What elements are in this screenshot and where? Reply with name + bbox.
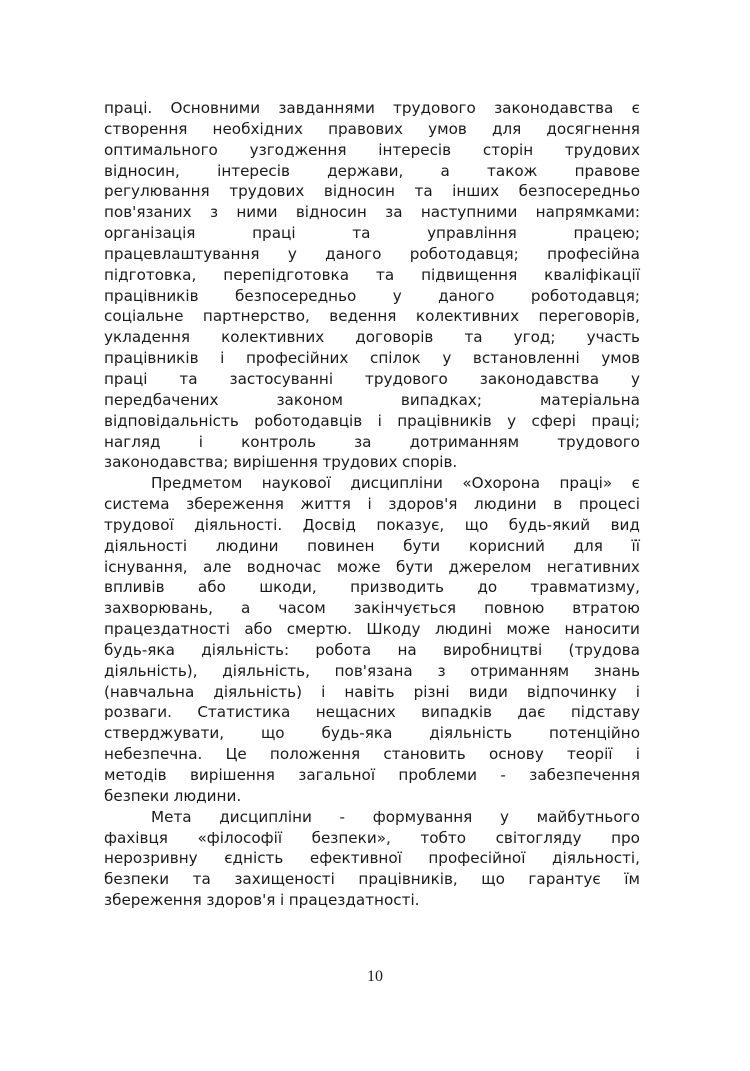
word: необхідних (212, 119, 303, 138)
word: правове (574, 161, 640, 180)
text-line (104, 723, 640, 744)
word: в (553, 495, 563, 514)
word: і (220, 349, 225, 368)
text-line (104, 557, 640, 578)
word: закінчується (353, 599, 457, 618)
word: та (352, 224, 371, 243)
word: будь-яка (104, 640, 175, 659)
word: людині (434, 620, 492, 639)
word: з (209, 203, 219, 222)
word: наступними (420, 203, 518, 222)
word: сторін (482, 140, 534, 159)
word: отриманням (470, 661, 570, 680)
word: у (500, 807, 509, 826)
word: життя (300, 495, 351, 514)
word: сфері (531, 411, 577, 430)
word: законом (276, 390, 343, 409)
word: людини (215, 536, 279, 555)
word: вирішення (232, 453, 318, 472)
word: узгодження (249, 140, 347, 159)
word: партнерство, (202, 307, 310, 326)
word: випадках; (400, 390, 483, 409)
word: та (414, 182, 433, 201)
word: трудового (557, 432, 640, 451)
word: держави, (327, 161, 404, 180)
word: майбутнього (536, 807, 640, 826)
text-line (104, 119, 640, 140)
word: або (244, 620, 273, 639)
word: положення (269, 745, 361, 764)
word: та (464, 328, 483, 347)
word: професійна (547, 244, 640, 263)
word: діяльність) (213, 682, 303, 701)
word: ведення (329, 307, 397, 326)
word: працівників (104, 286, 199, 305)
word: проблеми (398, 766, 478, 784)
word: тобто (420, 828, 467, 847)
word: безпеки (104, 870, 170, 889)
word: небезпечна. (104, 745, 203, 764)
word: Предметом (151, 474, 243, 493)
word: роботодавця; (530, 286, 640, 305)
word: даного (438, 286, 495, 305)
word: праці» (559, 474, 613, 493)
word: законодавства (479, 369, 600, 388)
word: будь-яка (321, 724, 393, 743)
word: відносин (295, 203, 367, 222)
word: відповідальність (104, 411, 239, 430)
word: діяльності (104, 536, 188, 555)
word: праці (104, 369, 148, 388)
word: шкоди, (259, 578, 317, 597)
text-line (104, 536, 640, 557)
word: працею; (573, 224, 640, 243)
word: безпеки», (311, 828, 391, 847)
word: травматизму, (530, 578, 640, 597)
word: бути (403, 536, 441, 555)
text-line (104, 807, 640, 828)
word: знань (593, 661, 640, 680)
word: професійної (428, 849, 526, 868)
word: водночас (246, 557, 322, 576)
word: повною (484, 599, 545, 618)
word: підставу (570, 703, 640, 722)
word: що (481, 870, 505, 889)
text-line (104, 411, 640, 432)
word: застосуванні (229, 369, 334, 388)
word: нещасних (315, 703, 396, 722)
text-line (104, 702, 640, 723)
word: смертю. (286, 620, 352, 639)
text-line (104, 265, 640, 286)
word: формування (372, 807, 473, 826)
word: збереження (104, 891, 202, 910)
word: роботодавця; (409, 244, 519, 263)
word: контроль (241, 432, 316, 451)
word: гарантує (528, 870, 601, 889)
word: у (507, 411, 517, 430)
word: про (611, 828, 640, 847)
word: трудових (229, 182, 305, 201)
word: працівників, (358, 870, 458, 889)
word: професійних (245, 349, 349, 368)
word: захищеності (234, 870, 335, 889)
word: є (631, 474, 640, 493)
word: досягнення (546, 119, 640, 138)
word: діяльність (429, 724, 513, 743)
word: бути (396, 557, 434, 576)
text-line (104, 744, 640, 765)
word: підвищення (421, 265, 518, 284)
text-line (104, 348, 640, 369)
word: її (631, 536, 640, 555)
text-line (104, 828, 640, 849)
word: навіть (344, 682, 395, 701)
text-line (104, 577, 640, 598)
text-line (104, 765, 640, 786)
text-line (104, 848, 640, 869)
word: дисципліни (350, 474, 443, 493)
text-line (104, 369, 640, 390)
word: умов (601, 349, 640, 368)
word: часом (278, 599, 326, 618)
word: укладення (104, 328, 191, 347)
word: працездатності (104, 620, 230, 639)
word: збереження (186, 495, 284, 514)
word: законодавства (494, 99, 614, 117)
word: колективних (415, 307, 520, 326)
text-line (104, 390, 640, 411)
word: основу (488, 745, 544, 764)
word: спілок (370, 349, 421, 368)
word: угод; (513, 328, 556, 347)
word: у (442, 349, 452, 368)
word: вирішення (189, 766, 275, 784)
word: працівників (397, 411, 492, 430)
word: встановленні (472, 349, 580, 368)
word: переговорів, (538, 307, 640, 326)
text-line (104, 286, 640, 307)
word: оптимального (104, 140, 218, 159)
word: а (440, 161, 450, 180)
word: організація (104, 224, 196, 243)
word: процесі (578, 495, 640, 514)
word: повинен (307, 536, 375, 555)
word: регулювання (104, 182, 210, 201)
word: наносити (564, 620, 640, 639)
word: методів (104, 766, 167, 784)
word: за (385, 203, 403, 222)
text-line (104, 432, 640, 453)
text-line (104, 223, 640, 244)
word: втратою (572, 599, 640, 618)
word: законодавства; (104, 453, 229, 472)
text-line (104, 598, 640, 619)
word: та (192, 870, 211, 889)
word: будь-який (508, 515, 591, 534)
word: колективних (221, 328, 325, 347)
word: (трудова (568, 640, 640, 659)
word: трудової (104, 515, 174, 534)
word: матеріальна (539, 390, 640, 409)
word: дає (517, 703, 546, 722)
word: роботодавців (254, 411, 363, 430)
word: теорії (566, 745, 613, 764)
word: відпочинку (526, 682, 617, 701)
word: нагляд (104, 432, 161, 451)
word: і (279, 891, 285, 910)
word: фахівця (104, 828, 168, 847)
word: може (506, 620, 551, 639)
word: - (500, 766, 506, 784)
word: праці. (104, 99, 153, 117)
word: Це (225, 745, 247, 764)
word: у (287, 244, 297, 263)
word: праці; (591, 411, 640, 430)
word: діяльність, (222, 661, 310, 680)
word: потенційно (549, 724, 640, 743)
word: стверджувати, (104, 724, 225, 743)
word: підготовка, (104, 265, 197, 284)
word: трудового (393, 99, 476, 117)
word: даного (325, 244, 382, 263)
word: вид (610, 515, 640, 534)
word: захворювань, (104, 599, 214, 618)
text-line (104, 473, 640, 494)
word: загальної (298, 766, 376, 784)
word: і (635, 682, 640, 701)
word: безпосередньо (518, 182, 640, 201)
word: діяльності. (194, 515, 283, 534)
word: перепідготовка (223, 265, 350, 284)
text-line (104, 452, 640, 473)
word: корисний (468, 536, 545, 555)
word: та (375, 265, 395, 284)
word: передбачених (104, 390, 219, 409)
word: пов'язана (334, 661, 413, 680)
word: джерелом (448, 557, 532, 576)
word: кваліфікації (544, 265, 640, 284)
word: інших (452, 182, 500, 201)
word: відносин (323, 182, 395, 201)
word: що (464, 515, 489, 534)
word: безпеки (104, 786, 170, 805)
word: створення (104, 119, 188, 138)
word: призводить (350, 578, 444, 597)
text-line (104, 306, 640, 327)
text-line (104, 202, 640, 223)
word: може (336, 557, 381, 576)
word: виробництві (442, 640, 543, 659)
word: і (377, 411, 382, 430)
word: Статистика (197, 703, 291, 722)
word: Досвід (302, 515, 356, 534)
word: працездатності. (288, 891, 420, 910)
word: - (339, 807, 346, 826)
word: нерозривну (104, 849, 198, 868)
word: світогляду (495, 828, 582, 847)
word: безпосередньо (234, 286, 357, 305)
text-line (104, 181, 640, 202)
word: і (635, 745, 640, 764)
word: трудових (322, 453, 398, 472)
text-line (104, 640, 640, 661)
word: що (261, 724, 285, 743)
word: спорів. (402, 453, 458, 472)
text-line (104, 327, 640, 348)
word: (навчальна (104, 682, 195, 701)
word: діяльність: (201, 640, 290, 659)
word: існування, (104, 557, 188, 576)
word: система (104, 495, 170, 514)
text-line (104, 682, 640, 703)
word: за (354, 432, 372, 451)
word: робота (315, 640, 372, 659)
word: Основними (170, 99, 261, 117)
word: діяльності, (551, 849, 640, 868)
word: пов'язаних (104, 203, 192, 222)
word: негативних (546, 557, 640, 576)
text-line (104, 515, 640, 536)
word: здоров'я (206, 891, 276, 910)
word: інтересів (378, 140, 452, 159)
word: правових (328, 119, 404, 138)
word: забезпечення (529, 766, 640, 784)
word: працевлаштування (104, 244, 260, 263)
text-line (104, 890, 640, 911)
text-line (104, 786, 640, 807)
word: до (477, 578, 498, 597)
word: працівників (104, 349, 199, 368)
word: Шкоду (366, 620, 421, 639)
word: для (491, 119, 522, 138)
text-line (104, 98, 640, 119)
word: дотриманням (409, 432, 520, 451)
word: участь (586, 328, 640, 347)
word: ними (236, 203, 278, 222)
word: різні (413, 682, 450, 701)
word: і (321, 682, 326, 701)
text-line (104, 661, 640, 682)
page-number: 10 (367, 968, 383, 985)
word: праці (252, 224, 296, 243)
word: інтересів (217, 161, 290, 180)
text-line (104, 619, 640, 640)
word: у (392, 286, 402, 305)
word: управління (427, 224, 517, 243)
word: з (437, 661, 446, 680)
word: а (241, 599, 251, 618)
word: напрямками: (535, 203, 640, 222)
word: і (367, 495, 372, 514)
word: договорів (355, 328, 434, 347)
word: розваги. (104, 703, 172, 722)
word: випадків (421, 703, 492, 722)
word: соціальне (104, 307, 184, 326)
word: трудового (365, 369, 448, 388)
word: або (197, 578, 226, 597)
word: наукової (261, 474, 331, 493)
word: людини (474, 495, 537, 514)
word: завданнями (278, 99, 375, 117)
word: їм (624, 870, 640, 889)
word: «Охорона (462, 474, 541, 493)
text-line (104, 140, 640, 161)
word: Мета (151, 807, 192, 826)
word: дисципліни (219, 807, 312, 826)
body-text (104, 98, 640, 911)
word: умов (428, 119, 467, 138)
text-line (104, 244, 640, 265)
word: у (631, 369, 640, 388)
word: є (631, 99, 640, 117)
word: для (573, 536, 603, 555)
word: людини. (173, 786, 242, 805)
word: але (203, 557, 232, 576)
word: ефективної (309, 849, 402, 868)
word: та (179, 369, 198, 388)
word: і (198, 432, 203, 451)
word: трудових (564, 140, 640, 159)
word: «філософії (197, 828, 283, 847)
text-line (104, 869, 640, 890)
word: на (397, 640, 417, 659)
word: діяльність), (104, 661, 198, 680)
text-line (104, 494, 640, 515)
word: здоров'я (388, 495, 458, 514)
word: єдність (224, 849, 284, 868)
word: становить (383, 745, 466, 764)
word: відносин, (104, 161, 180, 180)
word: також (487, 161, 538, 180)
text-line (104, 161, 640, 182)
word: показує, (376, 515, 445, 534)
word: впливів (104, 578, 165, 597)
word: види (468, 682, 508, 701)
